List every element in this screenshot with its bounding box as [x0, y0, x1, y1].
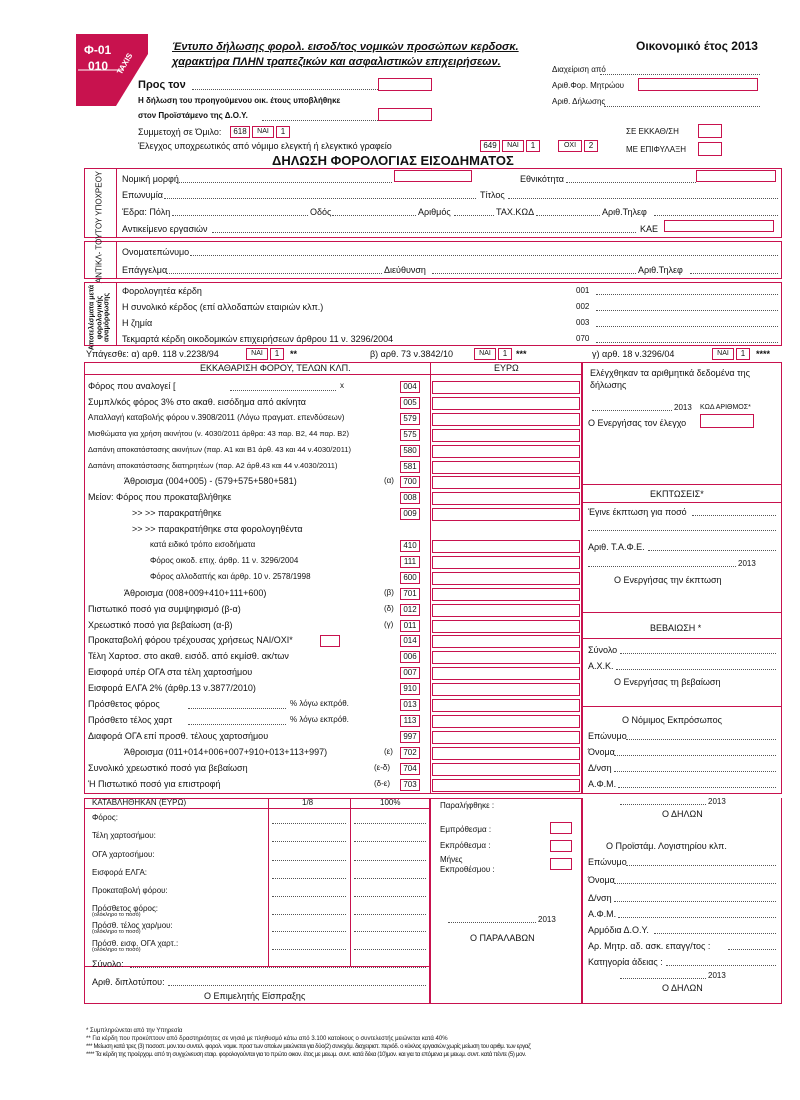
- audit-label: Έλεγχος υποχρεωτικός από νόμιμο ελεγκτή ή ελεγκτικό γραφείο: [138, 141, 392, 151]
- doy-code-field[interactable]: [378, 78, 432, 91]
- main-title: ΔΗΛΩΣΗ ΦΟΡΟΛΟΓΙΑΣ ΕΙΣΟΔΗΜΑΤΟΣ: [272, 153, 514, 168]
- calc-row-tag: (ε): [384, 746, 393, 756]
- paid-row-label: Πρόσθ. εισφ. ΟΓΑ χαρτ.:: [92, 939, 179, 948]
- calc-row-amount-field[interactable]: [432, 556, 580, 569]
- head-accountant-label: Ο Προϊστάμ. Λογιστηρίου κλπ.: [606, 841, 727, 851]
- paid-row-sub: (ολόκληρο το ποσό): [92, 929, 141, 935]
- calc-row-amount-field[interactable]: [432, 683, 580, 696]
- discounter-label: Ο Ενεργήσας την έκπτωση: [614, 575, 722, 585]
- kad-field[interactable]: [664, 220, 774, 232]
- calc-row-amount-field[interactable]: [432, 461, 580, 474]
- calc-header: ΕΚΚΑΘΑΡΙΣΗ ΦΟΡΟΥ, ΤΕΛΩΝ ΚΛΠ.: [200, 363, 351, 373]
- paid-row-label: Πρόσθετος φόρος:: [92, 904, 159, 913]
- paid-row-label: Πρόσθ. τέλος χαρ/μου:: [92, 921, 173, 930]
- calc-row-code: 701: [400, 588, 420, 600]
- calc-row-code: 580: [400, 445, 420, 457]
- calc-row-code: 581: [400, 461, 420, 473]
- paid-row-label: Φόρος:: [92, 813, 118, 822]
- received-date: 2013: [538, 915, 556, 924]
- subject-a-label: Υπάγεσθε: α) αρθ. 118 ν.2238/94: [86, 349, 219, 359]
- late-months-label: Εκπροθέσμου :: [440, 865, 495, 874]
- paid-row-sub: (ολόκληρο το ποσό): [92, 912, 141, 918]
- calc-row-amount-field[interactable]: [432, 445, 580, 458]
- prev-doy-label: στον Προϊστάμενο της Δ.Ο.Υ.: [138, 111, 248, 120]
- calc-row-label: Ή Πιστωτικό ποσό για επιστροφή: [88, 778, 221, 789]
- prev-doy-field[interactable]: [378, 108, 432, 121]
- calc-row-code: 004: [400, 381, 420, 393]
- kad-label: ΚΑΕ: [640, 224, 659, 234]
- calc-row-code: 704: [400, 763, 420, 775]
- calc-row-label: Άθροισμα (011+014+006+007+910+013+113+997): [124, 746, 328, 757]
- calc-row-label: Μισθώματα για χρήση ακινήτου (ν. 4030/2011 άρθρα: 43 παρ. Β2, 44 παρ. Β2): [88, 428, 349, 438]
- calc-row-code: 012: [400, 604, 420, 616]
- calc-row-amount-field[interactable]: [432, 620, 580, 633]
- checked-date: 2013: [674, 403, 692, 412]
- calc-row-code: 014: [400, 635, 420, 647]
- audit-yes: ΝΑΙ: [502, 140, 524, 152]
- rep-address-label: Διεύθυνση: [384, 265, 426, 275]
- calc-row-code: 700: [400, 476, 420, 488]
- months-label: Μήνες: [440, 855, 463, 864]
- audit-no: ΟΧΙ: [558, 140, 582, 152]
- late-label: Εκπρόθεσμα :: [440, 841, 491, 850]
- calc-row-code: 111: [400, 556, 420, 568]
- results-side-label: Αποτελέσματα μετά φορολογικής αναμόρφωσης: [88, 284, 111, 351]
- calc-row-label: Πιστωτικό ποσό για συμψηφισμό (β-α): [88, 603, 241, 614]
- subject-c-one: 1: [736, 348, 750, 360]
- calc-row-label: >> >> παρακρατήθηκε: [132, 508, 222, 519]
- head-declarant-label: Ο ΔΗΛΩΝ: [662, 983, 703, 993]
- calc-row-tag: (α): [384, 476, 394, 486]
- calc-row-label: κατά ειδικό τρόπο εισοδήματα: [150, 540, 256, 549]
- results-code-1: 001: [576, 286, 590, 295]
- results-row-3: Η ζημία: [122, 318, 153, 328]
- calc-row-label: Εισφορά ΕΛΓΑ 2% (άρθρ.13 ν.3877/2010): [88, 683, 256, 694]
- calc-row-code: 007: [400, 667, 420, 679]
- calc-row-code: 703: [400, 779, 420, 791]
- calc-row-extra: x: [340, 381, 344, 390]
- certifier-label: Ο Ενεργήσας τη βεβαίωση: [614, 677, 721, 687]
- to-label: Προς τον: [138, 79, 186, 91]
- taxpayer-side-label: ΤΟΥ ΥΠΟΧΡΕΟΥ: [94, 171, 104, 234]
- title-label: Τίτλος: [480, 190, 505, 200]
- on-time-box[interactable]: [550, 822, 572, 834]
- calc-row-label: Άθροισμα (008+009+410+111+600): [124, 587, 267, 598]
- calc-row-amount-field[interactable]: [432, 572, 580, 585]
- calc-row-label: Διαφορά ΟΓΑ επί προσθ. τέλους χαρτοσήμου: [88, 730, 269, 741]
- calc-row-label: >> >> παρακρατήθηκε στα φορολογηθέντα: [132, 524, 303, 535]
- calc-row-amount-field[interactable]: [432, 635, 580, 648]
- zip-label: ΤΑΧ.ΚΩΔ: [496, 207, 535, 217]
- calc-row-label: Απαλλαγή καταβολής φόρου ν.3908/2011 (Λόγω πραγματ. επενδύσεων): [88, 412, 345, 422]
- calc-row-amount-field[interactable]: [432, 540, 580, 553]
- head-afm-label: Α.Φ.Μ.: [588, 909, 617, 919]
- calc-row-tag: (δ-ε): [374, 778, 391, 788]
- afm-field[interactable]: [638, 78, 758, 91]
- reservation-box[interactable]: [698, 142, 722, 156]
- fiscal-year: Οικονομικό έτος 2013: [636, 39, 758, 53]
- calc-row-code: 410: [400, 540, 420, 552]
- number-label: Αριθμός: [418, 207, 451, 217]
- calc-row-label: Φόρος που αναλογεί [: [88, 381, 176, 391]
- rep-address2-label: Δ/νση: [588, 763, 612, 773]
- calc-row-code: 011: [400, 620, 420, 632]
- representative-side-label: ΑΝΤΙΚΛ- ΤΟΥ: [94, 233, 104, 284]
- certification-header: ΒΕΒΑΙΩΣΗ *: [650, 623, 702, 633]
- calc-row-code: 997: [400, 731, 420, 743]
- receiver-label: Ο ΠΑΡΑΛΑΒΩΝ: [470, 933, 535, 943]
- calc-row-label: Δαπάνη αποκατάστασης διατηρητέων (παρ. Α2 άρθ.43 και 44 ν.4030/2011): [88, 460, 338, 470]
- auditor-code-field[interactable]: [700, 414, 754, 428]
- calc-row-amount-field[interactable]: [432, 588, 580, 601]
- code-number-label: ΚΩΔ ΑΡΙΘΜΟΣ*: [700, 404, 751, 411]
- subject-c-star: ****: [756, 349, 771, 359]
- calc-row-label: Πρόσθετος φόρος: [88, 699, 160, 709]
- calc-row-code: 910: [400, 683, 420, 695]
- paid-row-label: Εισφορά ΕΛΓΑ:: [92, 868, 147, 877]
- calc-row-code: 575: [400, 429, 420, 441]
- results-code-4: 070: [576, 334, 590, 343]
- calc-row-label: Άθροισμα (004+005) - (579+575+580+581): [124, 476, 297, 487]
- calc-row-amount-field[interactable]: [432, 715, 580, 728]
- rep-phone-label: Αριθ.Τηλεφ: [638, 265, 683, 275]
- form-code: Φ-01: [84, 43, 112, 57]
- paid-col2: 100%: [380, 798, 401, 807]
- calc-row-amount-field[interactable]: [432, 651, 580, 664]
- calc-row-label: Πρόσθετο τέλος χαρτ: [88, 714, 173, 725]
- discounts-header: ΕΚΠΤΩΣΕΙΣ*: [650, 489, 704, 499]
- calc-row-amount-field[interactable]: [432, 731, 580, 744]
- late-box[interactable]: [550, 840, 572, 852]
- calc-row-amount-field[interactable]: [432, 381, 580, 394]
- subject-a-star: **: [290, 349, 298, 359]
- subject-b-label: β) αρθ. 73 ν.3842/10: [370, 349, 454, 359]
- calc-row-extra: % λόγω εκπρόθ.: [290, 714, 349, 724]
- footnote-2: ** Για κέρδη που προκύπτουν από δραστηριότητες σε νησιά με πληθυσμό κάτω από 3.100 κατοίκους ο συντελεστής μειώνεται κατά 40%: [86, 1036, 448, 1042]
- results-code-3: 003: [576, 318, 590, 327]
- received-title: Παραλήφθηκε :: [440, 801, 495, 810]
- group-label: Συμμετοχή σε Όμιλο:: [138, 127, 222, 137]
- calc-row-tag: (δ): [384, 603, 394, 613]
- calc-row-code: 702: [400, 747, 420, 759]
- paid-total-label: Σύνολο:: [92, 959, 124, 969]
- collector-label: Ο Επιμελητής Είσπραξης: [204, 991, 306, 1001]
- group-one: 1: [276, 126, 290, 138]
- business-label: Αντικείμενο εργασιών: [122, 224, 208, 234]
- calc-row-label: Προκαταβολή φόρου τρέχουσας χρήσεως ΝΑΙ/ΟΧΙ*: [88, 635, 293, 646]
- paid-row-label: Τέλη χαρτοσήμου:: [92, 831, 156, 840]
- street-label: Οδός: [310, 207, 332, 217]
- admin-label: Διαχείριση από: [552, 65, 606, 74]
- checked-label: Ελέγχθηκαν τα αριθμητικά δεδομένα της δήλωσης: [590, 368, 750, 390]
- calc-row-label: Φόρος οικοδ. επιχ. άρθρ. 11 ν. 3296/2004: [150, 555, 299, 565]
- seat-city-label: Έδρα: Πόλη: [122, 207, 171, 217]
- head-cat-label: Κατηγορία άδειας :: [588, 957, 663, 967]
- subject-a-one: 1: [270, 348, 284, 360]
- liquidation-box[interactable]: [698, 124, 722, 138]
- discount-date: 2013: [738, 559, 756, 568]
- declarant-label: Ο ΔΗΛΩΝ: [662, 809, 703, 819]
- calc-row-label: Εισφορά υπέρ ΟΓΑ στα τέλη χαρτοσήμου: [88, 667, 253, 678]
- calc-row-code: 009: [400, 508, 420, 520]
- calc-row-amount-field[interactable]: [432, 604, 580, 617]
- calc-row-code: 579: [400, 413, 420, 425]
- calc-row-label: Συνολικό χρεωστικό ποσό για βεβαίωση: [88, 762, 248, 773]
- receipt-label: Αριθ. διπλοτύπου:: [92, 977, 165, 987]
- form-title-line2: χαρακτήρα ΠΛΗΝ τραπεζικών και ασφαλιστικών επιχειρήσεων.: [172, 56, 501, 68]
- legal-form-label: Νομική μορφή: [122, 174, 179, 184]
- axk-label: Α.Χ.Κ.: [588, 661, 614, 671]
- audit-two: 2: [584, 140, 598, 152]
- calc-row-label: Συμπλ/κός φόρος 3% στο ακαθ. εισόδημα από ακίνητα: [88, 396, 306, 407]
- late-months-box[interactable]: [550, 858, 572, 870]
- calc-row-amount-field[interactable]: [432, 667, 580, 680]
- head-surname-label: Επώνυμο: [588, 857, 627, 867]
- calc-row-code: 113: [400, 715, 420, 727]
- rep-name-label: Ονοματεπώνυμο: [122, 247, 190, 257]
- rep-profession-label: Επάγγελμα: [122, 265, 168, 275]
- reservation-label: ΜΕ ΕΠΙΦΥΛΑΞΗ: [626, 145, 687, 154]
- euro-header: ΕΥΡΩ: [494, 363, 519, 373]
- discount-label: Έγινε έκπτωση για ποσό: [588, 507, 687, 517]
- legal-rep-label: Ο Νόμιμος Εκπρόσωπος: [622, 715, 722, 725]
- subject-c-yes: ΝΑΙ: [712, 348, 734, 360]
- paid-row-label: Προκαταβολή φόρου:: [92, 886, 168, 895]
- calc-row-label: Φόρος αλλοδαπής και άρθρ. 10 ν. 2578/1998: [150, 571, 311, 581]
- head-date: 2013: [708, 971, 726, 980]
- taxis-logo: TAXIS: [115, 51, 135, 76]
- paid-row-sub: (ολόκληρο το ποσό): [92, 947, 141, 953]
- calc-row-code: 006: [400, 651, 420, 663]
- footnote-1: * Συμπληρώνεται από την Υπηρεσία: [86, 1028, 183, 1034]
- subject-b-star: ***: [516, 349, 527, 359]
- calc-row-amount-field[interactable]: [432, 492, 580, 505]
- calc-row-amount-field[interactable]: [432, 413, 580, 426]
- calc-row-tag: (γ): [384, 619, 394, 629]
- subject-b-yes: ΝΑΙ: [474, 348, 496, 360]
- results-row-1: Φορολογητέα κέρδη: [122, 286, 202, 296]
- rep-surname-label: Επώνυμο: [588, 731, 627, 741]
- calc-row-amount-field[interactable]: [432, 397, 580, 410]
- results-code-2: 002: [576, 302, 590, 311]
- phone-label: Αριθ.Τηλεφ: [602, 207, 647, 217]
- afm-label: Αριθ.Φορ. Μητρώου: [552, 81, 625, 90]
- form-title-line1: Έντυπο δήλωσης φορολ. εισοδ/τος νομικών προσώπων κερδοσκ.: [172, 41, 519, 53]
- paid-row-label: ΟΓΑ χαρτοσήμου:: [92, 850, 155, 859]
- calc-row-extra: % λόγω εκπρόθ.: [290, 699, 349, 708]
- rep-firstname-label: Όνομα: [588, 747, 615, 757]
- calc-row-code: 600: [400, 572, 420, 584]
- calc-row-code: 008: [400, 492, 420, 504]
- results-row-4: Τεκμαρτά κέρδη οικοδομικών επιχειρήσεων άρθρου 11 ν. 3296/2004: [122, 334, 394, 344]
- declarant-date: 2013: [708, 797, 726, 806]
- group-code: 618: [230, 126, 250, 138]
- footnote-3: *** Μείωση κατά τρες (3) ποσοστ. μον.του συντελ. φορολ. νομικ. προσ των οποίων μειώνεται για δύο(2) συνεχόμ. διαχειριστ. περιόδ. ο κύκλος εργασιών,χωρίς μείωση του αριθμ. των εργαζ: [86, 1044, 531, 1050]
- audit-one: 1: [526, 140, 540, 152]
- calc-row-amount-field[interactable]: [432, 699, 580, 712]
- group-yes: ΝΑΙ: [252, 126, 274, 138]
- calc-row-amount-field[interactable]: [432, 779, 580, 792]
- rep-afm-label: Α.Φ.Μ.: [588, 779, 617, 789]
- calc-row-label: Τέλη Χαρτοσ. στο ακαθ. εισόδ. από εκμίσθ. ακ/των: [88, 651, 289, 662]
- calc-row-code: 013: [400, 699, 420, 711]
- calc-row-amount-field[interactable]: [432, 508, 580, 521]
- results-row-2: Η συνολικό κέρδος (επί αλλοδαπών εταιριών κλπ.): [122, 302, 324, 312]
- nationality-field[interactable]: [696, 170, 776, 182]
- tafe-label: Αριθ. Τ.Α.Φ.Ε.: [588, 542, 645, 552]
- calc-row-tag: (ε-δ): [374, 762, 391, 772]
- calc-row-amount-field[interactable]: [432, 763, 580, 776]
- paid-header: ΚΑΤΑΒΛΗΘΗΚΑΝ (ΕΥΡΩ): [92, 798, 187, 807]
- audit-code: 649: [480, 140, 500, 152]
- head-firstname-label: Όνομα: [588, 875, 615, 885]
- auditor-label: Ο Ενεργήσας τον έλεγχο: [588, 418, 687, 428]
- total-label: Σύνολο: [588, 645, 618, 655]
- liquidation-label: ΣΕ ΕΚΚΑΘ/ΣΗ: [626, 127, 679, 136]
- head-doy-label: Αρμόδια Δ.Ο.Υ.: [588, 925, 649, 935]
- decl-no-label: Αριθ. Δήλωσης: [552, 97, 606, 106]
- paid-col1: 1/8: [302, 798, 314, 807]
- legal-form-field[interactable]: [394, 170, 472, 182]
- prepayment-yesno-box[interactable]: [320, 635, 340, 647]
- calc-row-label: Μείον: Φόρος που προκαταβλήθηκε: [88, 492, 232, 503]
- form-number: 010: [88, 59, 109, 73]
- footnote-4: **** Τα κέρδη της προέρχομ. από τη συγχώνευση εταιρ. φορολογούνται για το πρώτο οικον. έτος με μειωμ. συντ. κατά δέκα (10)μον. και για τα επόμενα με μειωμ. συντ. κατά πέντε (5) μον.: [86, 1052, 527, 1058]
- subject-a-yes: ΝΑΙ: [246, 348, 268, 360]
- calc-row-label: Δαπάνη αποκατάστασης ακινήτων (παρ. Α1 και Β1 άρθ. 43 και 44 ν.4030/2011): [88, 444, 352, 454]
- calc-row-tag: (β): [384, 587, 394, 597]
- name-label: Επωνυμία: [122, 190, 163, 200]
- subject-c-label: γ) αρθ. 18 ν.3296/04: [592, 349, 675, 359]
- calc-row-amount-field[interactable]: [432, 476, 580, 489]
- calc-row-amount-field[interactable]: [432, 429, 580, 442]
- prev-year-label: Η δήλωση του προηγούμενου οικ. έτους υποβλήθηκε: [138, 96, 341, 105]
- nationality-label: Εθνικότητα: [520, 174, 564, 184]
- calc-row-label: Χρεωστικό ποσό για βεβαίωση (α-β): [88, 619, 233, 630]
- calc-row-amount-field[interactable]: [432, 747, 580, 760]
- head-reg-label: Αρ. Μητρ. αδ. ασκ. επαγγ/τος :: [588, 941, 711, 951]
- calc-row-code: 005: [400, 397, 420, 409]
- head-address-label: Δ/νση: [588, 893, 612, 903]
- on-time-label: Εμπρόθεσμα :: [440, 825, 492, 834]
- subject-b-one: 1: [498, 348, 512, 360]
